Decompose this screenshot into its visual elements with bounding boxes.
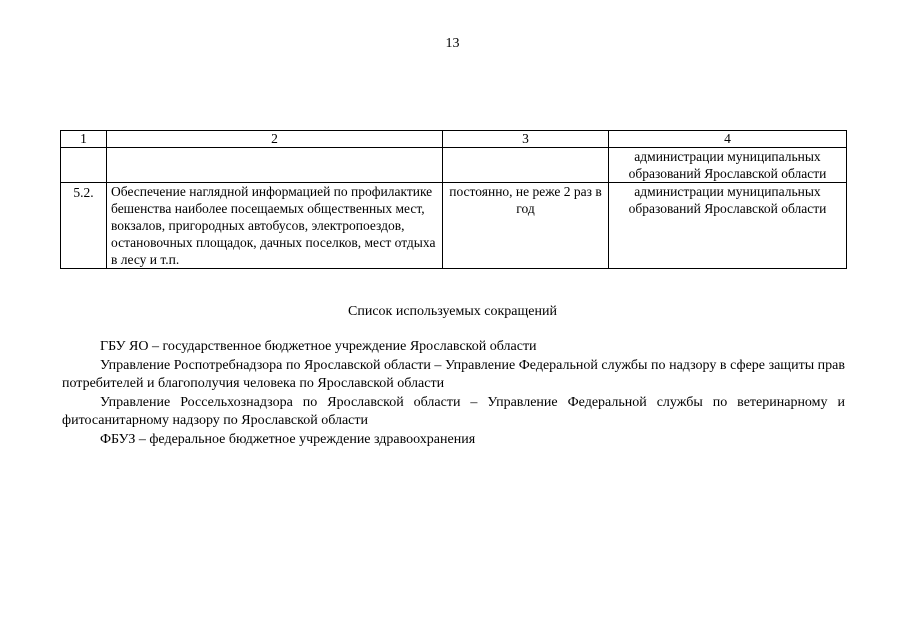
page-number: 13 bbox=[445, 36, 460, 51]
table-row bbox=[61, 183, 847, 269]
abbreviations-list bbox=[62, 338, 845, 449]
abbreviation-item: ФБУЗ – федеральное бюджетное учреждение здравоохранения bbox=[100, 431, 476, 447]
row-term: постоянно, не реже 2 раз в год bbox=[443, 183, 609, 269]
continuation-cell-2 bbox=[107, 148, 443, 183]
continuation-cell-1 bbox=[61, 148, 107, 183]
continuation-cell-3 bbox=[443, 148, 609, 183]
abbreviation-item: ГБУ ЯО – государственное бюджетное учреждение Ярославской области bbox=[100, 339, 537, 354]
continuation-row bbox=[61, 148, 847, 183]
header-cell-3: 3 bbox=[443, 131, 609, 148]
abbreviation-item: Управление Роспотребнадзора по Ярославской области – Управление Федеральной службы по надзору в сфере защиты прав потребителей и благополучия человека по Ярославской области bbox=[62, 357, 845, 391]
row-executor: администрации муниципальных образований Ярославской области bbox=[609, 183, 847, 269]
header-cell-2: 2 bbox=[107, 131, 443, 148]
abbreviation-item: Управление Россельхознадзора по Ярославской области – Управление Федеральной службы по ветеринарному и фитосанитарному надзору по Ярославской области bbox=[62, 394, 845, 428]
abbreviations-title: Список используемых сокращений bbox=[348, 304, 557, 319]
measures-table bbox=[60, 130, 847, 269]
header-cell-4: 4 bbox=[609, 131, 847, 148]
header-cell-1: 1 bbox=[61, 131, 107, 148]
row-action: Обеспечение наглядной информацией по профилактике бешенства наиболее посещаемых общественных мест, вокзалов, пригородных автобусов, электропоездов, остановочных площадок, дачных поселков, мест отдыха в лесу и т.п. bbox=[107, 183, 443, 269]
continuation-executor: администрации муниципальных образований Ярославской области bbox=[609, 148, 847, 183]
row-number: 5.2. bbox=[61, 183, 107, 269]
table-header-row bbox=[61, 131, 847, 148]
